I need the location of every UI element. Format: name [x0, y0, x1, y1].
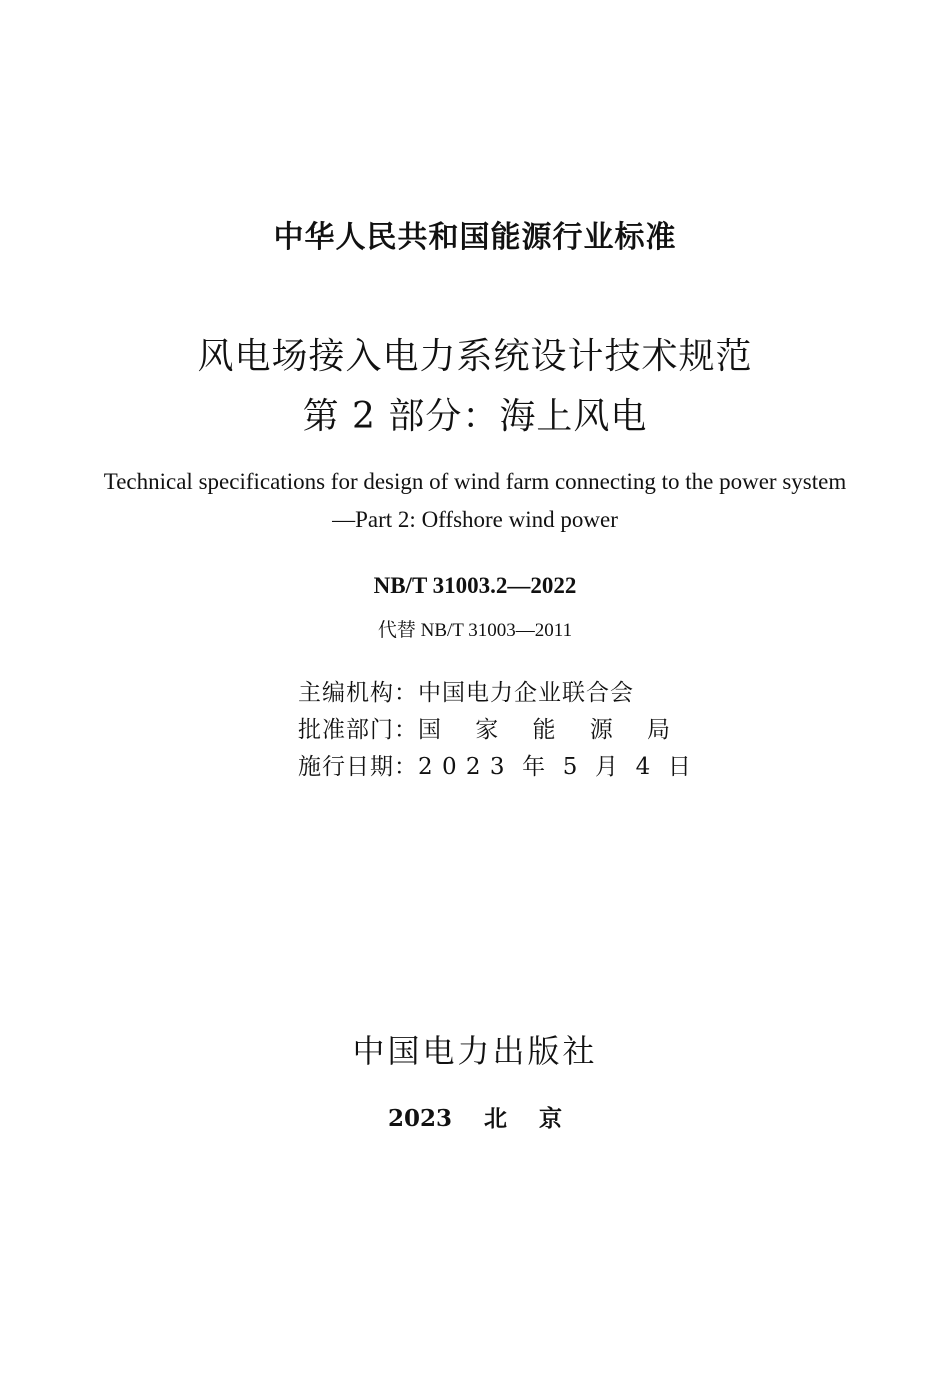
title-chinese-line-2: 第 2 部分：海上风电: [302, 396, 648, 437]
title-english-line-1: Technical specifications for design of wind farm connecting to the power system: [103, 469, 847, 494]
editing-organization: 主编机构：中国电力企业联合会: [298, 680, 634, 706]
standard-body-heading: 中华人民共和国能源行业标准: [273, 220, 677, 255]
title-english-line-2: —Part 2: Offshore wind power: [332, 507, 618, 532]
replaces-standard: 代替 NB/T 31003—2011: [377, 620, 573, 641]
standard-number: NB/T 31003.2—2022: [373, 573, 577, 598]
publisher-name: 中国电力出版社: [352, 1032, 598, 1070]
title-chinese-line-1: 风电场接入电力系统设计技术规范: [197, 336, 753, 377]
effective-date: 施行日期：2 0 2 3 年 5 月 4 日: [298, 754, 692, 780]
publication-year-place: 2023 北 京: [387, 1105, 563, 1132]
approving-department: 批准部门：国 家 能 源 局: [298, 717, 671, 743]
